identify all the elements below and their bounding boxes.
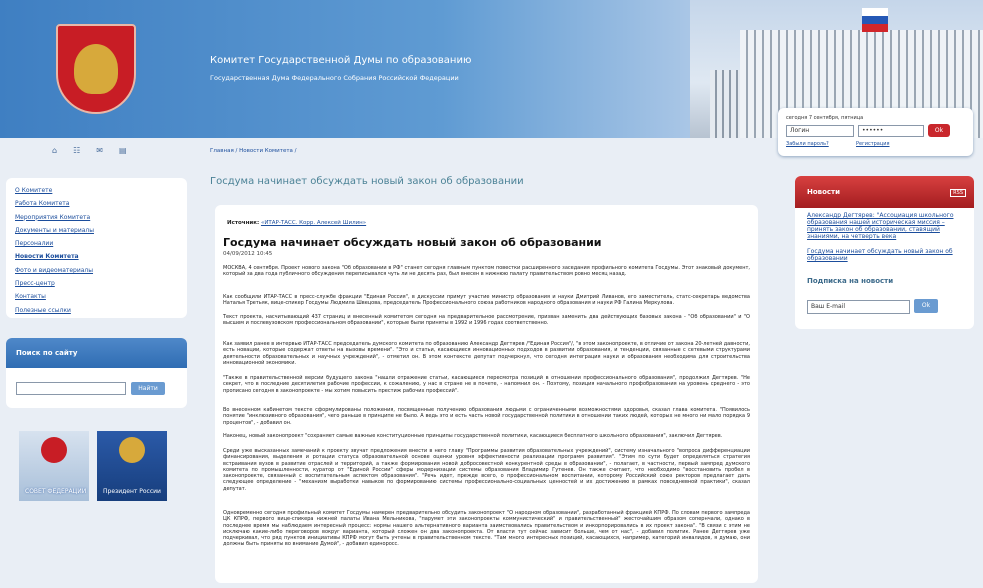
article-date: 04/09/2012 10:45 xyxy=(223,251,273,257)
search-input[interactable] xyxy=(16,382,126,395)
article-paragraph: Как сообщили ИТАР-ТАСС в пресс-службе фракции "Единая Россия", в дискуссии примут участие министр образования и науки Дмитрий Ливанов, его заместитель, статс-секретарь ведомства Наталья Третьяк, вице-спикер Госдумы Людмила Швецова, председатель Профессионального союза работников народного образования и науки РФ Галина Меркулова. xyxy=(223,294,750,307)
article-title: Госдума начинает обсуждать новый закон об образовании xyxy=(223,236,602,249)
menu-item-media[interactable]: Фото и видеоматериалы xyxy=(15,266,94,274)
article-panel xyxy=(215,205,758,583)
forgot-password-link[interactable]: Забыли пароль? xyxy=(786,141,829,147)
sitemap-icon[interactable]: ☷ xyxy=(73,146,81,155)
article-paragraph: Во внесенном кабинетом тексте сформулированы положения, посвященные получению образования людьми с ограниченными возможностями здоровья, сказал глава комитета. "Появилось понятие "инклюзивного образования", чего раньше в принципе не было. А ведь это и есть часть новой государственной политики в отношении таких людей, которых не много ни мало порядка 9 процентов", - добавил он. xyxy=(223,407,750,426)
menu-item-contacts[interactable]: Контакты xyxy=(15,293,46,301)
russian-flag-icon xyxy=(862,8,888,32)
president-emblem-icon xyxy=(119,437,145,463)
article-paragraph: МОСКВА, 4 сентября. Проект нового закона "Об образовании в РФ" станет сегодня главным пунктом повестки расширенного заседания профильного комитета Госдумы. Этот знаковый документ, который за два года публичного обсуждения переписывался чуть ли не десять раз, был внесен в нижнюю палату правительством ровно месяц назад. xyxy=(223,265,750,278)
login-ok-button[interactable]: Ok xyxy=(928,124,950,137)
site-title: Комитет Государственной Думы по образованию xyxy=(210,55,472,66)
utility-icons xyxy=(52,146,127,155)
menu-item-persons[interactable]: Персоналии xyxy=(15,240,54,248)
source-label: Источник: xyxy=(227,220,260,226)
article-paragraph: Одновременно сегодня профильный комитет Госдумы намерен предварительно обсудить законопроект "О народном образовании", разработанный фракцией КПРФ. По словам первого зампреда ЦК КПРФ, первого вице-спикера нижней палаты Ивана Мельникова, "парумет эти законопроекты коммунистический" и правительственный" жесточайшим образом сопернчали, однако в последнее время мы наблюдаем интересный процесс: нормы нашего альтернативного варианта заимствовались правительством и инкорпорировались в их проект закона". "В связи с этим не исключаю какие-либо переговоров вокруг варианта, который сложен он два законопроекта. От власти тут сейчас зависит больше, чем от нас", - добавил политик. Ранее Дегтярев уже подчеркивал, что ряд пунктов инициативы КПРФ могут быть учтены в правительственном тексте. "Там много интересных позиций, касающихся, например, категорий инвалидов, я думаю, они должны быть приняты во внимание Думой", - добавил единоросс. xyxy=(223,510,750,548)
news-title: Новости xyxy=(795,176,974,208)
news-item-link[interactable]: Госдума начинает обсуждать новый закон об образовании xyxy=(807,248,953,262)
email-input[interactable]: Ваш E-mail xyxy=(807,300,910,314)
article-paragraph: Текст проекта, насчитывающий 437 страниц и внесенный комитетом сегодня на предварительное рассмотрение, призван заменить два действующих базовых закона - "Об образовании" и "О высшем и послевузовском профессиональном образовании", которые были приняты в 1992 и 1996 годах соответственно. xyxy=(223,314,750,327)
article-paragraph: "Также в правительственной версии будущего закона "нашли отражение статьи, касающиеся пересмотра позиций в отношении профессионального образования", продолжил Дегтярев. "Не секрет, что в последние десятилетия рабочие профессии, к сожалению, у нас в стране не в почете, - напомнил он. - Поэтому, позиция начального профобразования на уровень среднего - это прописано сегодня в законопроекте - мы хотим повысить престиж рабочих профессий". xyxy=(223,375,750,394)
menu-item-about[interactable]: О Комитете xyxy=(15,187,53,194)
menu-item-work[interactable]: Работа Комитета xyxy=(15,200,70,208)
article-paragraph: Наконец, новый законопроект "сохраняет самые важные конституционные принципы государственной политики, касающиеся бесплатного школьного образования", заключил Дегтярев. xyxy=(223,433,723,439)
site-subtitle: Государственная Дума Федерального Собрания Российской Федерации xyxy=(210,74,459,82)
federation-emblem-icon xyxy=(41,437,67,463)
coat-of-arms-logo[interactable] xyxy=(56,24,136,114)
home-icon[interactable]: ⌂ xyxy=(52,146,58,155)
search-panel xyxy=(6,338,187,408)
password-input[interactable]: •••••• xyxy=(858,125,924,137)
search-title: Поиск по сайту xyxy=(6,338,187,368)
login-input[interactable]: Логин xyxy=(786,125,854,137)
subscribe-ok-button[interactable]: Ok xyxy=(914,299,938,313)
print-icon[interactable]: ▤ xyxy=(118,146,127,155)
news-item-link[interactable]: Александр Дегтярев: "Ассоциация школьного образования нашей историческая миссия – принять закон об образовании, ставящий знаниями, на четверть века xyxy=(807,212,954,240)
federation-council-label: СОВЕТ ФЕДЕРАЦИИ xyxy=(25,488,87,495)
rss-badge[interactable]: RSS xyxy=(950,189,966,197)
page-title: Госдума начинает обсуждать новый закон об образовании xyxy=(210,176,524,187)
article-paragraph: Как заявил ранее в интервью ИТАР-ТАСС председатель думского комитета по образованию Александр Дегтярев /"Единая Россия"/, "в этом законопроекте, в отличие от закона 20-летней давности, есть новации, которые содержат ответы на вызовы времени". "Это и статьи, касающиеся инновационных подходов в развитии образования, и тенденции, связанные с сетевыми структурами деятельности образовательных и научных учреждений", - отметил он. В этом контексте депутат подчеркнул, что сегодня интеграция науки и образования необходима для строительства инновационной экономики. xyxy=(223,341,750,366)
eagle-icon xyxy=(74,44,118,94)
breadcrumb[interactable]: Главная / Новости Комитета / xyxy=(210,148,297,154)
menu-item-links[interactable]: Полезные ссылки xyxy=(15,306,71,314)
article-paragraph: Среди уже высказанных замечаний к проекту звучат предложения внести в него главу "Программы развития образовательных учреждений", систему изначального "вопроса дифференциации финансирования, выделения и ротации статуса образовательной основе оценки уровня эффективности реализации программ развития". "Этим по сути будет определяться стратегия встраивания вузов в развитие отраслей и территорий, а также формирования новой добросовестной конкурентной среды в образовании", - полагает, в частности, первый зампред думского комитета по промышленности, куратор от "Единой России" сферы модернизации системы образования Владимир Гутенев. Он также считает, что необходимо "восстановить пробел в законопроекте, связанный с воспитательным аспектом образования". "Речь идет, прежде всего, о профессиональном воспитании, которому Российский союз ректоров предлагает дать следующее определение - "механизм выработки навыков по формированию системы профессионально-социальных ценностей и их достижению в рамках повседневной практики", сказал депутат. xyxy=(223,448,750,492)
menu-item-news[interactable]: Новости Комитета xyxy=(15,253,79,261)
subscribe-title: Подписка на новости xyxy=(807,277,894,285)
menu-item-documents[interactable]: Документы и материалы xyxy=(15,226,94,234)
article-source xyxy=(227,220,366,226)
current-date: сегодня 7 сентября, пятница xyxy=(786,115,864,121)
president-label: Президент России xyxy=(103,488,161,495)
president-banner[interactable] xyxy=(97,431,167,501)
source-link[interactable]: «ИТАР-ТАСС. Корр. Алексей Шилин» xyxy=(260,220,367,226)
news-panel xyxy=(795,176,974,329)
search-button[interactable]: Найти xyxy=(131,382,165,395)
left-menu xyxy=(6,178,187,318)
menu-item-events[interactable]: Мероприятия Комитета xyxy=(15,213,91,221)
login-panel xyxy=(778,108,973,156)
register-link[interactable]: Регистрация xyxy=(856,141,890,147)
mail-icon[interactable]: ✉ xyxy=(96,146,103,155)
menu-item-press[interactable]: Пресс-центр xyxy=(15,280,55,288)
federation-council-banner[interactable] xyxy=(19,431,89,501)
